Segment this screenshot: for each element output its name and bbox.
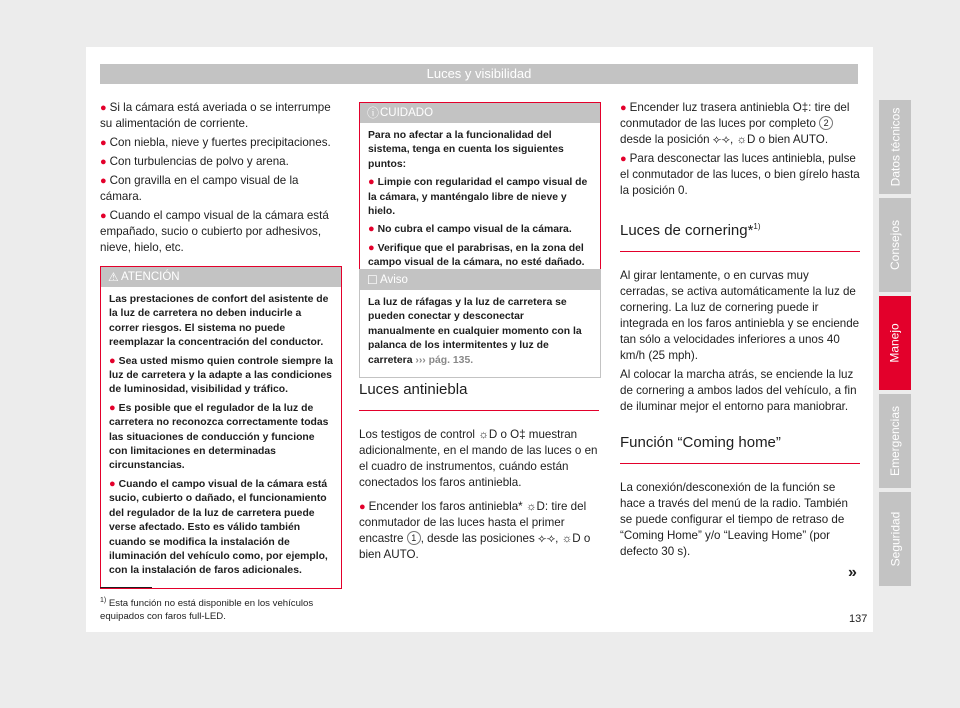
aviso-box bbox=[359, 269, 601, 378]
list-item: ● Con gravilla en el campo visual de la cámara. bbox=[100, 174, 299, 203]
page-header bbox=[100, 64, 858, 84]
list-item: ● Cuando el campo visual de la cámara está empañado, sucio o cubierto por adhesivos, nieve, hielo, etc. bbox=[100, 209, 329, 254]
section-title-coming-home: Función “Coming home” bbox=[620, 433, 860, 464]
atencion-header bbox=[101, 267, 341, 287]
list-item: ● Es posible que el regulador de la luz de carretera no reconozca correctamente todas las situaciones de conducción y funcione con limitaciones en determinadas circunstancias. bbox=[109, 401, 329, 472]
cuidado-title: CUIDADO bbox=[380, 107, 434, 119]
bullet-icon: ● bbox=[100, 156, 107, 168]
list-item: ● Para desconectar las luces antiniebla, pulse el conmutador de las luces, o bien gírelo hasta la posición 0. bbox=[620, 152, 860, 197]
note-icon: ☐ bbox=[367, 273, 378, 287]
info-icon: ⓘ bbox=[367, 106, 380, 120]
cornering-paragraph-2: Al colocar la marcha atrás, se enciende la luz de cornering a ambos lados del vehículo, a fin de iluminar mejor el entorno para maniobrar. bbox=[620, 368, 857, 413]
callout-number: 2 bbox=[819, 116, 833, 130]
aviso-header bbox=[360, 270, 600, 290]
bullet-icon: ● bbox=[109, 401, 116, 414]
bullet-icon: ● bbox=[368, 176, 375, 189]
list-item: ● No cubra el campo visual de la cámara. bbox=[368, 223, 572, 236]
atencion-intro: Las prestaciones de confort del asistente de la luz de carretera no deben inducirle a correr riesgos. El sistema no puede reemplazar la concentración del conductor. bbox=[109, 294, 329, 349]
warning-icon: ⚠ bbox=[108, 270, 119, 284]
section-title-cornering: Luces de cornering*$^{1)}$ bbox=[620, 217, 860, 252]
bullet-icon: ● bbox=[109, 477, 116, 490]
page-title: Luces y visibilidad bbox=[426, 66, 532, 81]
list-item: ● Encender los faros antiniebla* ☼D: tire del conmutador de las luces hasta el primer encastre 1 , desde las posiciones ⟣⟢, ☼D o bien AUTO. bbox=[359, 500, 591, 561]
footnote-divider bbox=[100, 587, 152, 588]
cuidado-intro: Para no afectar a la funcionalidad del sistema, tenga en cuenta los siguientes puntos: bbox=[368, 130, 564, 170]
continue-icon: » bbox=[848, 564, 857, 581]
atencion-title: ATENCIÓN bbox=[121, 271, 180, 283]
tab-manejo[interactable]: Manejo bbox=[879, 296, 911, 390]
coming-home-paragraph: La conexión/desconexión de la función se hace a través del menú de la radio. También se puede configurar el tiempo de retraso de “Coming Home” y/o “Leaving Home” (por defecto 30 s). bbox=[620, 481, 848, 558]
page-number: 137 bbox=[849, 613, 868, 625]
page-link[interactable]: ››› pág. 135. bbox=[415, 354, 474, 366]
list-item: ● Encender luz trasera antiniebla O‡: tire del conmutador de las luces por completo 2 desde la posición ⟣⟢, ☼D o bien AUTO. bbox=[620, 101, 850, 146]
bullet-icon: ● bbox=[100, 210, 107, 222]
bullet-icon: ● bbox=[620, 153, 627, 165]
list-item: ● Limpie con regularidad el campo visual de la cámara, y manténgalo libre de nieve y hielo. bbox=[368, 176, 588, 218]
aviso-title: Aviso bbox=[380, 274, 408, 286]
bullet-icon: ● bbox=[100, 137, 107, 149]
list-item: ● Si la cámara está averiada o se interrumpe su alimentación de corriente. bbox=[100, 101, 331, 130]
tab-emergencias[interactable]: Emergencias bbox=[879, 394, 911, 488]
bullet-icon: ● bbox=[109, 354, 116, 367]
aviso-text: La luz de ráfagas y la luz de carretera se pueden conectar y desconectar manualmente en cualquier momento con la palanca de los intermitentes y luz de carretera bbox=[368, 297, 582, 366]
list-item: ● Sea usted mismo quien controle siempre la luz de carretera y la adapte a las condiciones de luminosidad, visibilidad y tráfico. bbox=[109, 354, 333, 396]
cuidado-header bbox=[360, 103, 600, 123]
list-item: ● Con niebla, nieve y fuertes precipitaciones. bbox=[100, 136, 331, 149]
bullet-icon: ● bbox=[368, 223, 375, 236]
bullet-icon: ● bbox=[620, 102, 627, 114]
bullet-icon: ● bbox=[100, 102, 107, 114]
tab-seguridad[interactable]: Seguridad bbox=[879, 492, 911, 586]
list-item: ● Cuando el campo visual de la cámara está sucio, cubierto o dañado, el funcionamiento del regulador de la luz de carretera puede verse afectado. Esto es válido también cuando se modifica la instalación de iluminación del vehículo como, por ejemplo, con la instalación de faros adicionales. bbox=[109, 477, 328, 577]
tab-datos-tecnicos[interactable]: Datos técnicos bbox=[879, 100, 911, 194]
antiniebla-section bbox=[359, 380, 599, 566]
cuidado-box bbox=[359, 102, 601, 281]
aviso-body bbox=[360, 290, 600, 377]
list-item: ● Verifique que el parabrisas, en la zona del campo visual de la cámara, no esté dañado. bbox=[368, 241, 585, 269]
tab-consejos[interactable]: Consejos bbox=[879, 198, 911, 292]
footnote: $^{1)}$ Esta función no está disponible en los vehículos equipados con faros full-LED. bbox=[100, 597, 314, 623]
bullet-icon: ● bbox=[359, 501, 366, 513]
bullet-icon: ● bbox=[368, 241, 375, 254]
bullet-icon: ● bbox=[100, 175, 107, 187]
cuidado-body bbox=[360, 123, 600, 280]
cornering-paragraph-1: Al girar lentamente, o en curvas muy cerradas, se activa automáticamente la luz de cornering. La luz de cornering puede ir integrada en los faros antiniebla y se enciende tan sólo a velocidades inferiores a unos 40 km/h (25 mph). bbox=[620, 269, 860, 362]
section-title-antiniebla: Luces antiniebla bbox=[359, 380, 599, 411]
list-item: ● Con turbulencias de polvo y arena. bbox=[100, 155, 289, 168]
antiniebla-paragraph: Los testigos de control ☼D o O‡ muestran adicionalmente, en el mando de las luces o en el cuadro de instrumentos, cuándo están conectados los faros antiniebla. bbox=[359, 428, 598, 489]
column-3 bbox=[620, 100, 860, 563]
atencion-box bbox=[100, 266, 342, 589]
atencion-body bbox=[101, 287, 341, 588]
callout-number: 1 bbox=[407, 531, 421, 545]
column-1 bbox=[100, 100, 336, 259]
